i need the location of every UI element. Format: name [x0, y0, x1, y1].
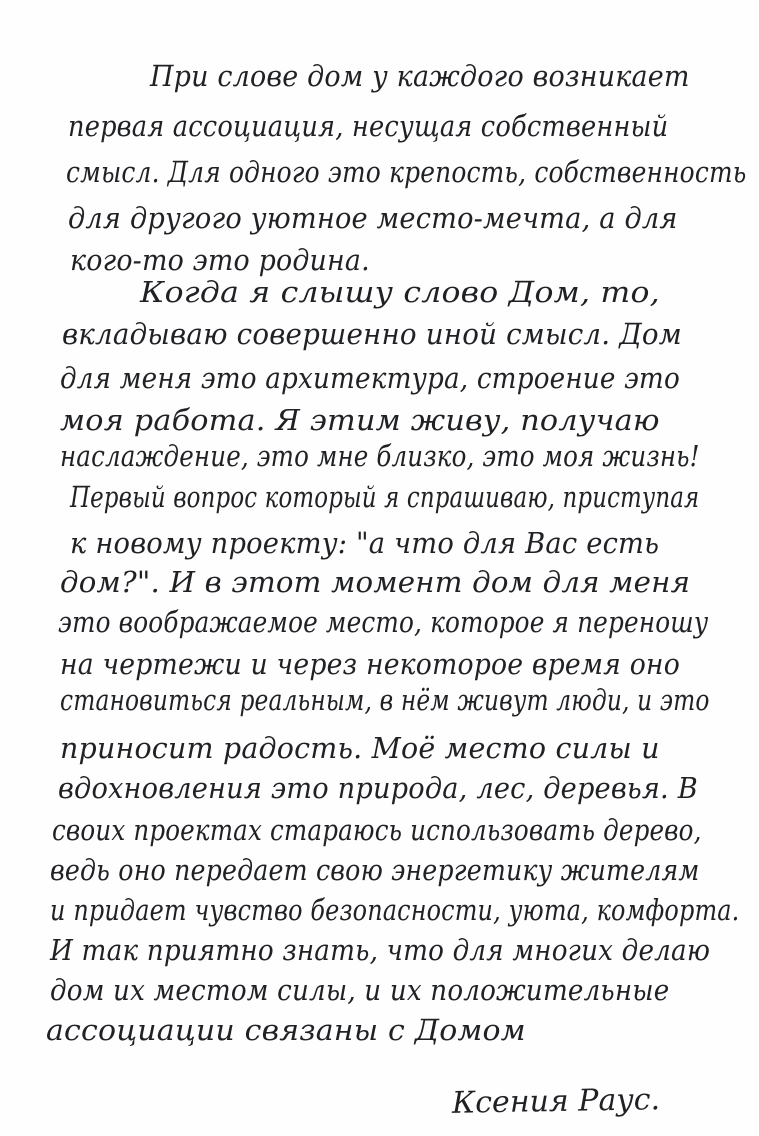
- letter-line: ассоциации связаны с Домом: [46, 1013, 526, 1047]
- letter-line: вкладываю совершенно иной смысл. Дом: [62, 317, 682, 351]
- letter-line: И так приятно знать, что для многих делаю: [50, 933, 711, 967]
- letter-line: для меня это архитектура, строение это: [60, 361, 680, 395]
- letter-line: моя работа. Я этим живу, получаю: [60, 403, 660, 437]
- letter-line: для другого уютное место-мечта, а для: [68, 201, 678, 235]
- letter-line: дом их местом силы, и их положительные: [50, 973, 670, 1007]
- letter-line: кого-то это родина.: [70, 243, 370, 277]
- letter-line: на чертежи и через некоторое время оно: [60, 647, 680, 681]
- letter-line: Первый вопрос который я спрашиваю, приступая: [70, 480, 700, 514]
- letter-line: к новому проекту: "а что для Вас есть: [70, 526, 660, 560]
- letter-line: ведь оно передает свою энергетику жителям: [50, 853, 700, 887]
- letter-line: это воображаемое место, которое я переношу: [58, 605, 709, 639]
- letter-line: дом?". И в этот момент дом для меня: [60, 565, 691, 599]
- letter-line: вдохновления это природа, лес, деревья. В: [58, 771, 698, 805]
- letter-line: При слове дом у каждого возникает: [150, 59, 690, 93]
- signature: Ксения Раус.: [451, 1082, 661, 1121]
- letter-line: наслаждение, это мне близко, это моя жизнь!: [60, 439, 700, 473]
- letter-line: смысл. Для одного это крепость, собственность: [66, 155, 747, 189]
- letter-line: и придает чувство безопасности, уюта, комфорта.: [50, 893, 740, 927]
- letter-line: своих проектах стараюсь использовать дерево,: [52, 813, 702, 847]
- letter-line: приносит радость. Моё место силы и: [60, 731, 660, 765]
- letter-line: становиться реальным, в нём живут люди, и это: [60, 683, 710, 717]
- letter-line: Когда я слышу слово Дом, то,: [140, 275, 660, 309]
- letter-line: первая ассоциация, несущая собственный: [68, 109, 669, 143]
